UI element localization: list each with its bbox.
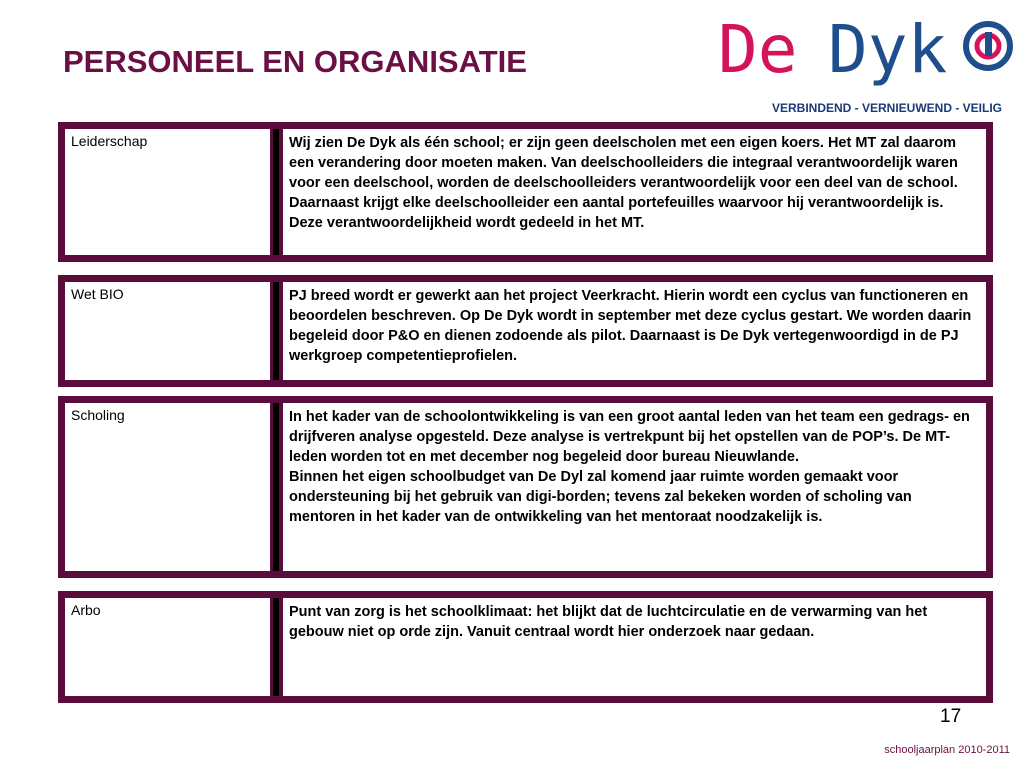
row-paragraph: In het kader van de schoolontwikkeling is van een groot aantal leden van het team een gedrags- en drijfveren analyse opgesteld. Deze analyse is vertrekpunt bij het opstellen van de POP’s. De MT-leden worden tot en met december nog begeleid door bureau Nieuwlande. [289,409,970,465]
table-row-arbo [58,591,993,703]
table-row-scholing [58,396,993,578]
page-title: PERSONEEL EN ORGANISATIE [63,44,527,79]
row-description [283,282,986,380]
column-divider [273,598,279,696]
row-label: Wet BIO [65,282,270,380]
row-description [283,598,986,696]
row-paragraph: Wij zien De Dyk als één school; er zijn geen deelscholen met een eigen koers. Het MT zal daarom een verandering door moeten maken. Van deelschoolleiders die integraal verantwoordelijk waren voor een deelschool, worden de deelschoolleiders verantwoordelijk voor een deel van de school. Daarnaast krijgt elke deelschoolleider een aantal portefeuilles waarvoor hij verantwoordelijk is. Deze verantwoordelijkheid wordt gedeeld in het MT. [289,135,958,231]
column-divider [273,403,279,571]
row-description [283,403,986,571]
tagline: VERBINDEND - VERNIEUWEND - VEILIG [771,101,1002,115]
table-row-wet-bio [58,275,993,387]
column-divider [273,282,279,380]
logo-emblem-icon [966,24,1010,68]
de-dyk-logo [718,8,1018,96]
row-label: Leiderschap [65,129,270,255]
row-paragraph: PJ breed wordt er gewerkt aan het project Veerkracht. Hierin wordt een cyclus van functioneren en beoordelen beschreven. Op De Dyk wordt in september met deze cyclus gestart. We worden daarin begeleid door P&O en dienen zodoende als pilot. Daarnaast is De Dyk vertegenwoordigd in de PJ werkgroep competentieprofielen. [289,288,972,364]
row-label: Scholing [65,403,270,571]
row-paragraph: Punt van zorg is het schoolklimaat: het blijkt dat de luchtcirculatie en de verwarming van het gebouw niet op orde zijn. Vanuit centraal wordt hier onderzoek naar gedaan. [289,604,928,640]
row-paragraph: Binnen het eigen schoolbudget van De Dyl zal komend jaar ruimte worden gemaakt voor ondersteuning bij het gebruik van digi-borden; tevens zal bekeken worden of scholing van mentoren in het kader van de ontwikkeling van het mentoraat noodzakelijk is. [289,469,912,525]
logo-text-de: De [718,11,798,88]
table-row-leiderschap [58,122,993,262]
logo-text-dyk: Dyk [828,11,948,88]
row-description [283,129,986,255]
row-label: Arbo [65,598,270,696]
footer-text: schooljaarplan 2010-2011 [884,744,1010,756]
page-number: 17 [940,706,962,727]
column-divider [273,129,279,255]
